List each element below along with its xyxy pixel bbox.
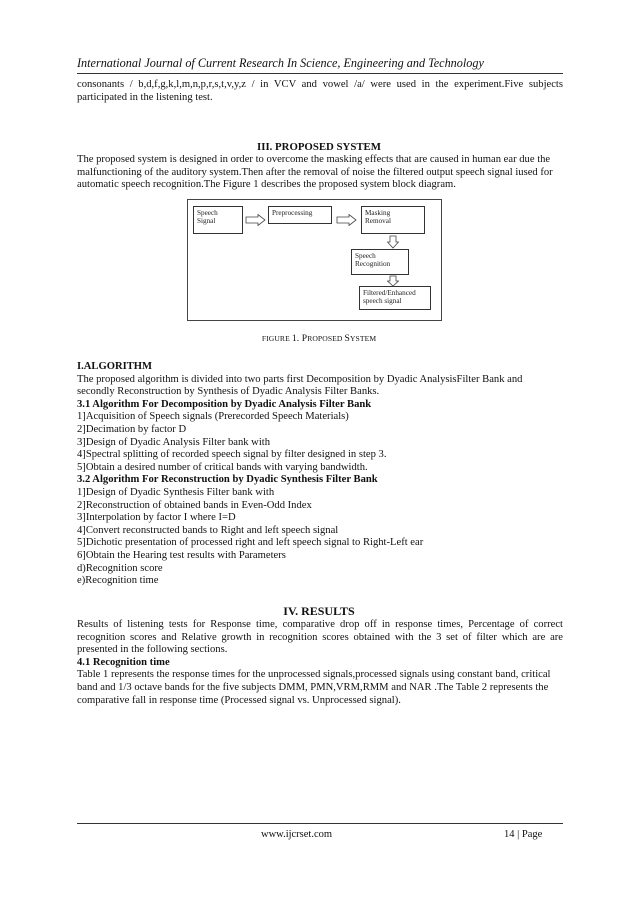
- algorithm-subheading-decomposition: 3.1 Algorithm For Decomposition by Dyadic Analysis Filter Bank: [77, 398, 372, 410]
- right-arrow-2: [336, 214, 358, 226]
- right-arrow-1: [245, 214, 267, 226]
- journal-title: International Journal of Current Research In Science, Engineering and Technology: [77, 56, 484, 70]
- block-preprocessing: [268, 206, 332, 224]
- section-heading-proposed-system: III. PROPOSED SYSTEM: [257, 141, 381, 153]
- footer-page-number: 14 | Page: [504, 829, 543, 840]
- proposed-line-1: The proposed system is designed in order to overcome the masking effects that are caused in human ear due the: [77, 154, 551, 165]
- footer-url[interactable]: www.ijcrset.com: [261, 829, 333, 840]
- block-text: Recognition: [355, 260, 391, 268]
- down-arrow-1: [387, 235, 399, 249]
- reconstruction-step: e)Recognition time: [77, 575, 159, 587]
- decomposition-step: 4]Spectral splitting of recorded speech signal by filter designed in step 3.: [77, 449, 387, 461]
- caption-number: 1. P: [291, 333, 308, 344]
- decomposition-step: 2]Decimation by factor D: [77, 423, 187, 435]
- block-text: Speech: [355, 252, 376, 260]
- caption-word-1: ROPOSED: [307, 334, 345, 343]
- results-subheading-recognition-time: 4.1 Recognition time: [77, 656, 170, 668]
- figure-caption: [0, 333, 638, 344]
- decomposition-step: 1]Acquisition of Speech signals (Prerecorded Speech Materials): [77, 411, 349, 423]
- algorithm-intro-line-1: The proposed algorithm is divided into two parts first Decomposition by Dyadic AnalysisFilter Bank and: [77, 373, 523, 385]
- block-masking-removal: [361, 206, 425, 234]
- reconstruction-step: 4]Convert reconstructed bands to Right and left speech signal: [77, 524, 339, 536]
- section-heading-results: IV. RESULTS: [283, 604, 355, 618]
- decomposition-step: 5]Obtain a desired number of critical bands with varying bandwidth.: [77, 461, 368, 473]
- recognition-time-line-3: comparative fall in response time (Processed signal vs. Unprocessed signal).: [77, 694, 401, 706]
- results-section: [77, 619, 563, 707]
- reconstruction-step: 5]Dichotic presentation of processed right and left speech signal to Right-Left ear: [77, 537, 424, 549]
- intro-paragraph: [77, 79, 563, 104]
- algorithm-heading: I.ALGORITHM: [77, 361, 153, 372]
- block-text: Masking: [365, 209, 391, 217]
- recognition-time-line-2: band and 1/3 octave bands for the five subjects DMM, PMN,VRM,RMM and NAR .The Table 2 represents the: [77, 681, 549, 693]
- results-line-3: presented in the following sections.: [77, 644, 228, 656]
- algorithm-intro-line-2: secondly Reconstruction by Synthesis of Dyadic Analysis Filter Banks.: [77, 386, 380, 398]
- recognition-time-line-1: Table 1 represents the response times for the unprocessed signals,processed signals using constant band, critical: [77, 669, 551, 681]
- proposed-line-2: malfunctioning of the auditory system.Then after the removal of noise the filtered output speech signal iused for: [77, 166, 553, 178]
- reconstruction-step: 6]Obtain the Hearing test results with Parameters: [77, 549, 286, 561]
- decomposition-step: 3]Design of Dyadic Analysis Filter bank with: [77, 436, 271, 448]
- proposed-system-paragraph: [77, 154, 563, 192]
- down-arrow-2: [387, 275, 399, 287]
- block-speech-recognition: [351, 249, 409, 275]
- block-text: Signal: [197, 217, 216, 225]
- algorithm-subheading-reconstruction: 3.2 Algorithm For Reconstruction by Dyadic Synthesis Filter Bank: [77, 474, 378, 486]
- intro-line-2: participated in the listening test.: [77, 91, 213, 103]
- block-diagram-figure: [187, 199, 442, 321]
- reconstruction-step: 2]Reconstruction of obtained bands in Even-Odd Index: [77, 499, 312, 511]
- algorithm-section: [77, 361, 563, 588]
- caption-initial-2: S: [344, 333, 350, 344]
- block-text: speech signal: [363, 297, 402, 305]
- results-line-2: recognition scores and Relative growth in recognition scores obtained with the 3 set of filter which are are: [77, 631, 563, 643]
- results-line-1: Results of listening tests for Response time, comparative drop off in response times, Percentage of correct: [77, 619, 563, 630]
- block-text: Preprocessing: [272, 209, 313, 217]
- footer-rule: [77, 823, 563, 824]
- block-speech-signal: [193, 206, 243, 234]
- reconstruction-step: 1]Design of Dyadic Synthesis Filter bank with: [77, 486, 275, 498]
- block-text: Removal: [365, 217, 391, 225]
- block-filtered-enhanced-speech: [359, 286, 431, 310]
- caption-prefix: FIGURE: [261, 334, 292, 343]
- reconstruction-step: 3]Interpolation by factor I where I=D: [77, 512, 236, 524]
- intro-line-1: consonants / b,d,f,g,k,l,m,n,p,r,s,t,v,y,z / in VCV and vowel /a/ were used in the experiment.Five subjects: [77, 79, 563, 90]
- proposed-line-3: automatic speech recognition.The Figure 1 describes the proposed system block diagram.: [77, 179, 456, 191]
- header-rule: [77, 73, 563, 74]
- reconstruction-step: d)Recognition score: [77, 562, 163, 574]
- caption-word-2: YSTEM: [349, 334, 377, 343]
- block-text: Speech: [197, 209, 218, 217]
- block-text: Filtered/Enhanced: [363, 289, 416, 297]
